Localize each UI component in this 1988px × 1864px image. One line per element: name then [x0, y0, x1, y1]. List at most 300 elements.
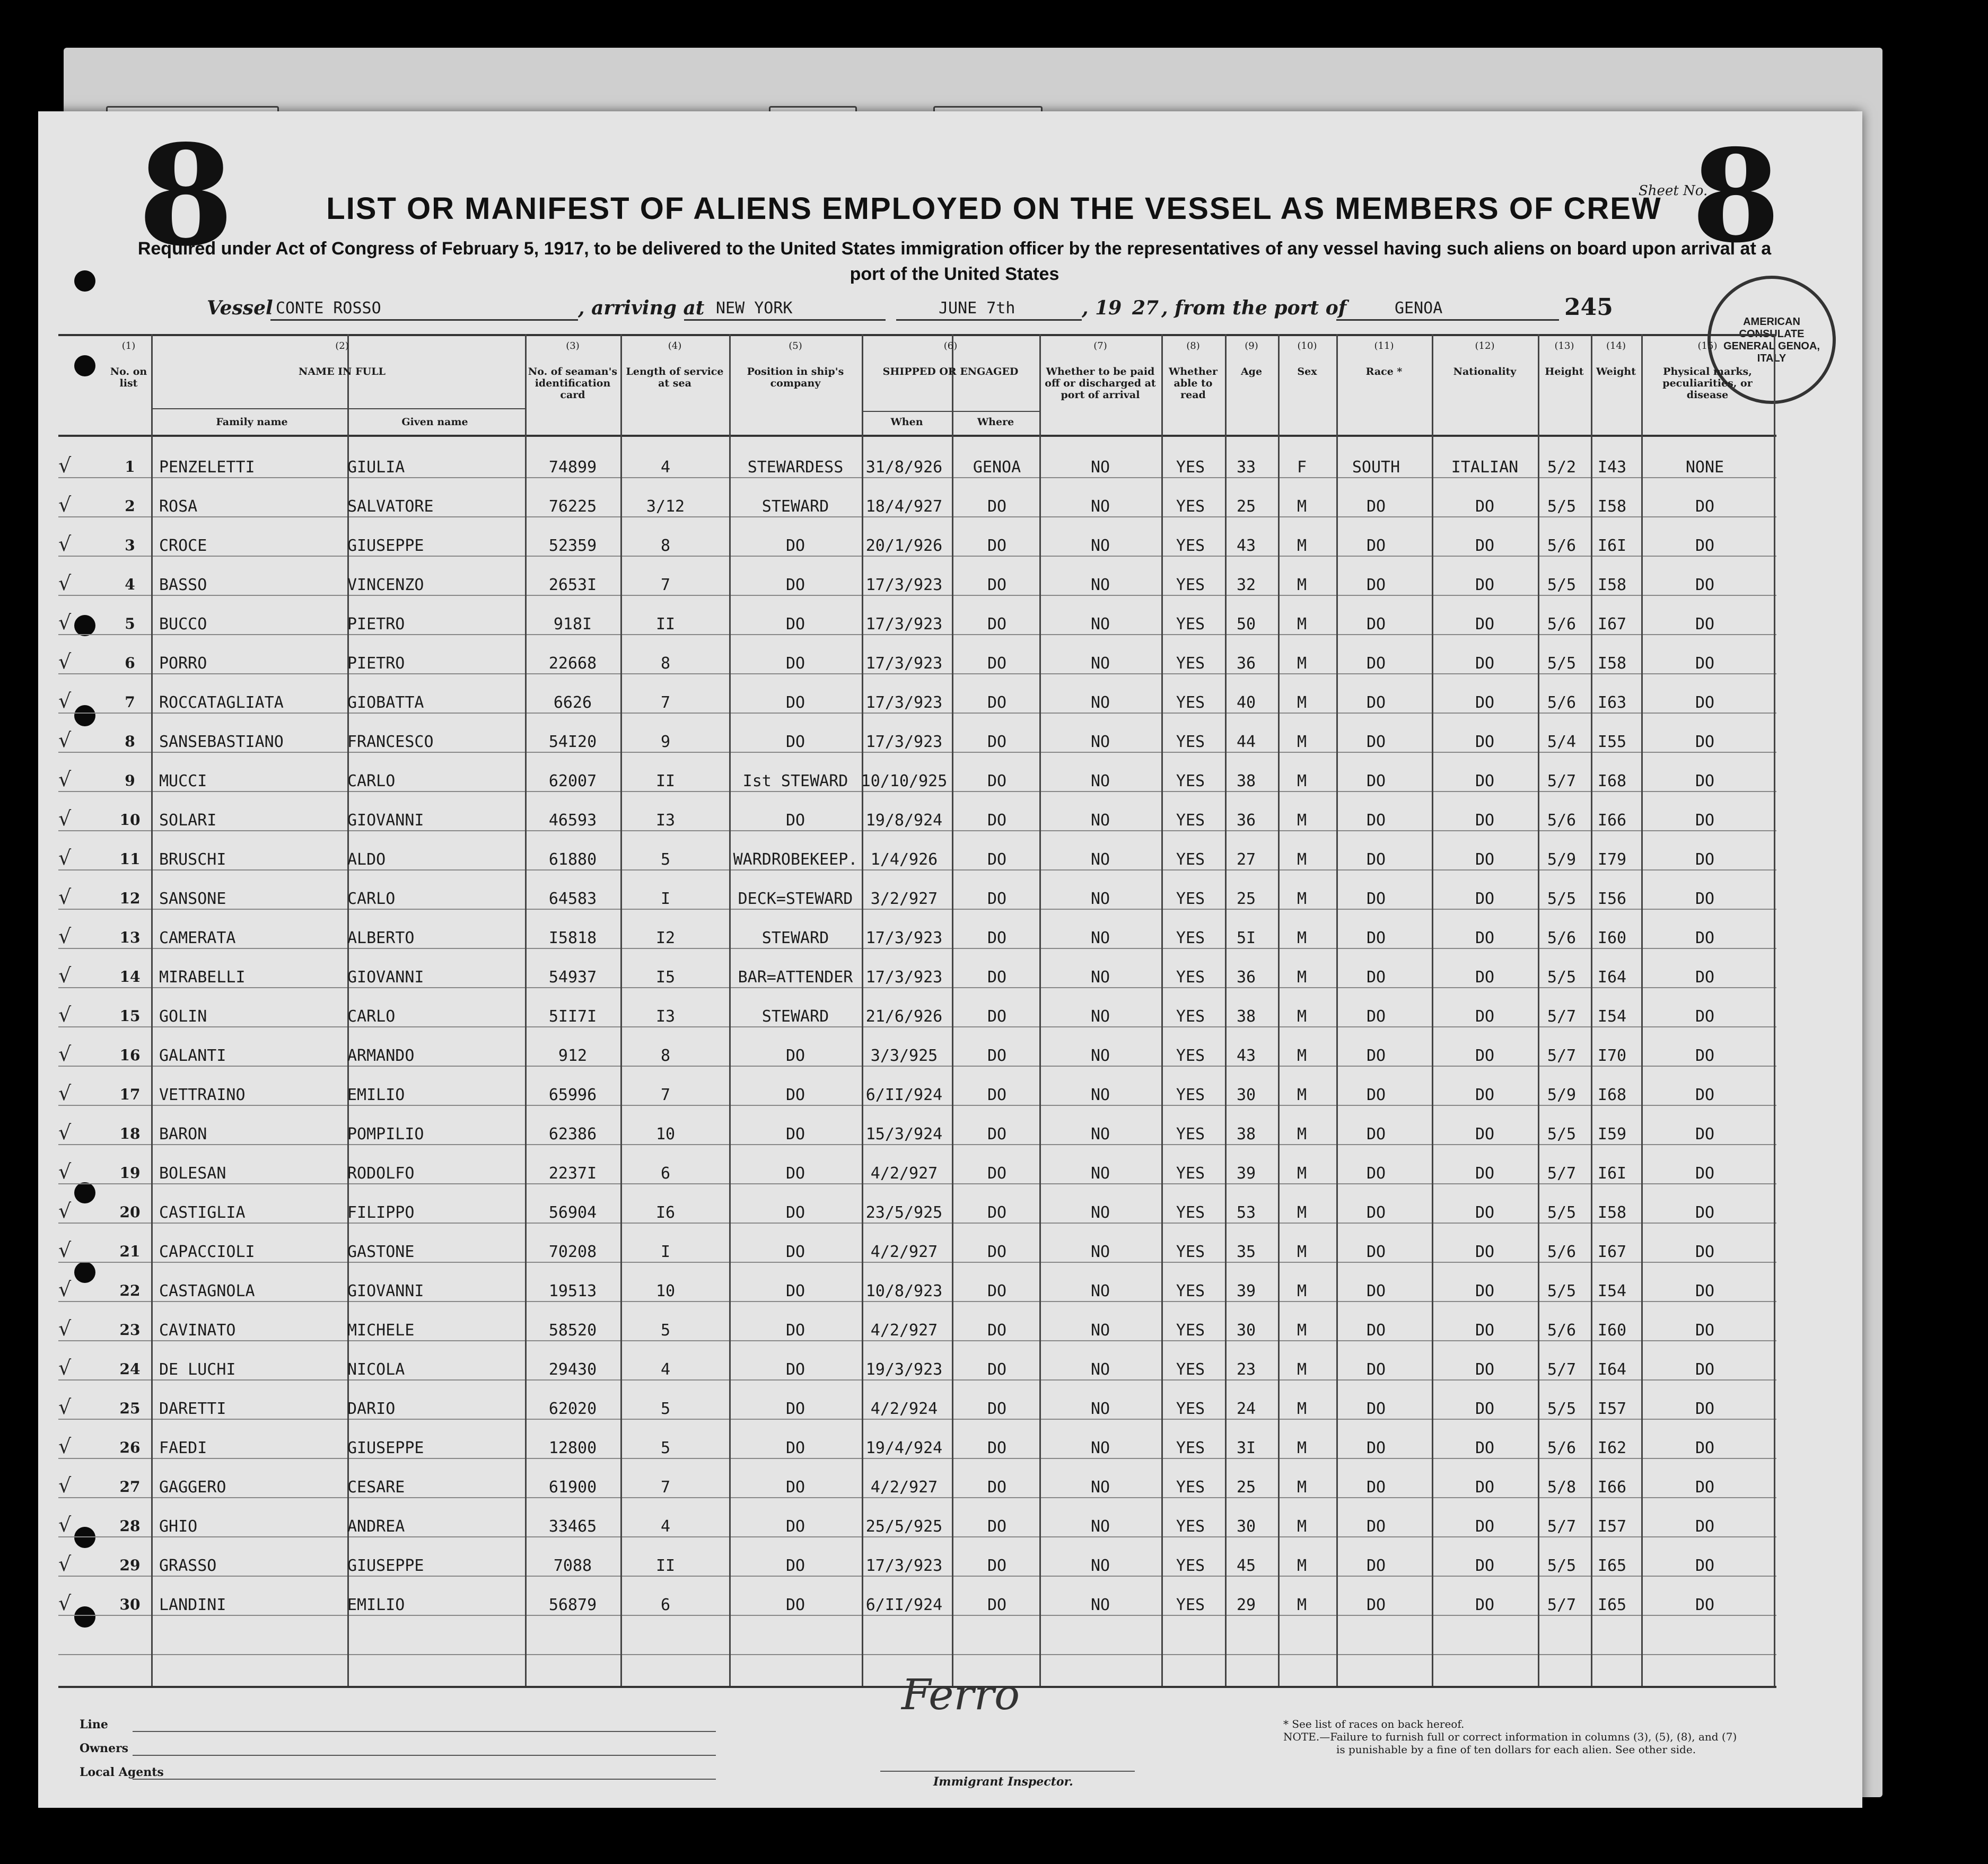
- cell-service: 8: [660, 537, 671, 555]
- cell-marks: DO: [1695, 1164, 1715, 1183]
- cell-marks: DO: [1695, 1282, 1715, 1300]
- cell-paid: NO: [1090, 1517, 1110, 1536]
- cell-no: 16: [119, 1047, 141, 1064]
- cell-read: YES: [1176, 654, 1205, 673]
- cell-family: ROSA: [159, 497, 198, 516]
- column-number: (1): [121, 340, 136, 351]
- cell-no: 18: [119, 1125, 141, 1142]
- cell-given: CARLO: [347, 890, 396, 908]
- cell-given: FILIPPO: [347, 1203, 415, 1222]
- cell-position: DO: [785, 693, 805, 712]
- cell-service: 3/12: [646, 497, 685, 516]
- cell-race: DO: [1366, 772, 1386, 790]
- cell-weight: I67: [1597, 1243, 1627, 1261]
- cell-no: 7: [125, 693, 135, 711]
- cell-where: DO: [987, 654, 1007, 673]
- column-subhead: Where: [977, 416, 1014, 428]
- column-label: No. of seaman's identification card: [528, 366, 618, 401]
- cell-family: GRASSO: [159, 1557, 217, 1575]
- name-subhead-rule: [151, 408, 525, 409]
- cell-read: YES: [1176, 537, 1205, 555]
- column-number: (12): [1475, 340, 1495, 351]
- cell-race: DO: [1366, 537, 1386, 555]
- cell-given: ALBERTO: [347, 929, 415, 947]
- column-label: Physical marks, peculiarities, or disease: [1662, 366, 1753, 401]
- column-subhead: Given name: [401, 416, 468, 428]
- cell-position: DO: [785, 1321, 805, 1340]
- cell-paid: NO: [1090, 772, 1110, 790]
- column-number: (8): [1186, 340, 1200, 351]
- cell-weight: I56: [1597, 890, 1627, 908]
- cell-weight: I60: [1597, 1321, 1627, 1340]
- cell-read: YES: [1176, 1007, 1205, 1026]
- cell-read: YES: [1176, 1360, 1205, 1379]
- cell-where: DO: [987, 615, 1007, 634]
- cell-where: DO: [987, 1282, 1007, 1300]
- table-row: [0, 1238, 1988, 1280]
- cell-height: 5/7: [1547, 1007, 1577, 1026]
- cell-read: YES: [1176, 811, 1205, 830]
- cell-read: YES: [1176, 772, 1205, 790]
- cell-race: DO: [1366, 576, 1386, 594]
- cell-no: 23: [119, 1321, 141, 1339]
- cell-family: ROCCATAGLIATA: [159, 693, 284, 712]
- table-row: [0, 966, 1988, 1005]
- cell-race: DO: [1366, 1243, 1386, 1261]
- column-number: (14): [1606, 340, 1626, 351]
- punch-hole: [74, 355, 95, 376]
- cell-no: 4: [125, 576, 135, 593]
- cell-when: 4/2/927: [870, 1478, 938, 1497]
- cell-when: 3/3/925: [870, 1047, 938, 1065]
- cell-marks: DO: [1695, 1125, 1715, 1144]
- cell-marks: DO: [1695, 537, 1715, 555]
- cell-where: DO: [987, 1557, 1007, 1575]
- cell-nat: DO: [1475, 537, 1495, 555]
- sheet-no-label: Sheet No.: [1639, 183, 1708, 199]
- cell-card: 56879: [548, 1596, 597, 1614]
- cell-card: 56904: [548, 1203, 597, 1222]
- table-row: [0, 1084, 1988, 1123]
- cell-sex: M: [1297, 615, 1307, 634]
- cell-given: CESARE: [347, 1478, 405, 1497]
- cell-service: 4: [660, 1360, 671, 1379]
- cell-marks: DO: [1695, 1321, 1715, 1340]
- cell-no: 26: [119, 1439, 141, 1456]
- cell-age: 5I: [1236, 929, 1256, 947]
- cell-when: 4/2/927: [870, 1243, 938, 1261]
- cell-paid: NO: [1090, 850, 1110, 869]
- cell-nat: DO: [1475, 1125, 1495, 1144]
- cell-read: YES: [1176, 1517, 1205, 1536]
- cell-read: YES: [1176, 1203, 1205, 1222]
- departure-port: GENOA: [1395, 299, 1443, 318]
- cell-sex: M: [1297, 1596, 1307, 1614]
- cell-nat: DO: [1475, 811, 1495, 830]
- cell-marks: DO: [1695, 693, 1715, 712]
- cell-position: DO: [785, 1439, 805, 1457]
- arrival-year: 27: [1132, 297, 1159, 319]
- check-mark-icon: √: [58, 1238, 72, 1262]
- cell-read: YES: [1176, 850, 1205, 869]
- cell-service: 5: [660, 850, 671, 869]
- check-mark-icon: √: [58, 964, 72, 987]
- cell-weight: I64: [1597, 1360, 1627, 1379]
- punch-hole: [74, 270, 95, 292]
- sheet-number-left: 8: [138, 115, 234, 277]
- cell-age: 40: [1236, 693, 1256, 712]
- cell-sex: M: [1297, 1203, 1307, 1222]
- cell-card: 46593: [548, 811, 597, 830]
- cell-nat: DO: [1475, 1203, 1495, 1222]
- cell-nat: DO: [1475, 654, 1495, 673]
- column-label: NAME IN FULL: [299, 366, 386, 377]
- cell-age: 53: [1236, 1203, 1256, 1222]
- fine-note-line-1: NOTE.—Failure to furnish full or correct information in columns (3), (5), (8), and (7): [1283, 1730, 1737, 1743]
- cell-sex: M: [1297, 497, 1307, 516]
- cell-marks: DO: [1695, 576, 1715, 594]
- cell-given: RODOLFO: [347, 1164, 415, 1183]
- cell-when: 1/4/926: [870, 850, 938, 869]
- cell-family: PENZELETTI: [159, 458, 255, 477]
- cell-weight: I6I: [1597, 1164, 1627, 1183]
- cell-family: PORRO: [159, 654, 207, 673]
- cell-sex: M: [1297, 1243, 1307, 1261]
- cell-position: DO: [785, 1125, 805, 1144]
- cell-service: 7: [660, 693, 671, 712]
- cell-marks: DO: [1695, 1557, 1715, 1575]
- cell-given: NICOLA: [347, 1360, 405, 1379]
- cell-race: DO: [1366, 693, 1386, 712]
- cell-sex: M: [1297, 576, 1307, 594]
- cell-where: DO: [987, 1243, 1007, 1261]
- column-number: (13): [1554, 340, 1574, 351]
- underline: [1336, 319, 1559, 321]
- cell-read: YES: [1176, 1164, 1205, 1183]
- cell-sex: M: [1297, 733, 1307, 751]
- cell-paid: NO: [1090, 1086, 1110, 1104]
- cell-race: DO: [1366, 1007, 1386, 1026]
- cell-height: 5/6: [1547, 537, 1577, 555]
- cell-given: EMILIO: [347, 1086, 405, 1104]
- cell-when: 17/3/923: [865, 929, 943, 947]
- header-top-rule: [58, 334, 1776, 336]
- cell-position: BAR=ATTENDER: [738, 968, 853, 987]
- column-label: Position in ship's company: [747, 366, 844, 389]
- cell-age: 43: [1236, 537, 1256, 555]
- cell-given: MICHELE: [347, 1321, 415, 1340]
- cell-family: BUCCO: [159, 615, 207, 634]
- cell-card: 6626: [553, 693, 592, 712]
- cell-no: 3: [125, 537, 135, 554]
- cell-given: ARMANDO: [347, 1047, 415, 1065]
- cell-marks: DO: [1695, 497, 1715, 516]
- line-field-rule: [133, 1731, 716, 1732]
- cell-height: 5/7: [1547, 1047, 1577, 1065]
- cell-race: DO: [1366, 1557, 1386, 1575]
- check-mark-icon: √: [58, 807, 72, 830]
- inspector-label: Immigrant Inspector.: [933, 1775, 1073, 1789]
- cell-given: PIETRO: [347, 615, 405, 634]
- cell-race: DO: [1366, 497, 1386, 516]
- cell-when: 17/3/923: [865, 1557, 943, 1575]
- cell-card: 12800: [548, 1439, 597, 1457]
- cell-given: CARLO: [347, 1007, 396, 1026]
- handwritten-number: 245: [1564, 294, 1613, 321]
- cell-sex: M: [1297, 1282, 1307, 1300]
- column-label: Race *: [1365, 366, 1403, 377]
- cell-sex: M: [1297, 1517, 1307, 1536]
- underline: [896, 319, 1082, 321]
- cell-service: 8: [660, 1047, 671, 1065]
- cell-where: DO: [987, 1321, 1007, 1340]
- cell-where: DO: [987, 1400, 1007, 1418]
- cell-position: DO: [785, 1243, 805, 1261]
- cell-age: 44: [1236, 733, 1256, 751]
- cell-position: DO: [785, 576, 805, 594]
- cell-when: 25/5/925: [865, 1517, 943, 1536]
- cell-height: 5/6: [1547, 1243, 1577, 1261]
- cell-paid: NO: [1090, 1125, 1110, 1144]
- cell-sex: M: [1297, 1125, 1307, 1144]
- cell-race: DO: [1366, 1596, 1386, 1614]
- cell-nat: DO: [1475, 1478, 1495, 1497]
- cell-family: CAVINATO: [159, 1321, 236, 1340]
- column-number: (5): [789, 340, 802, 351]
- cell-weight: I58: [1597, 497, 1627, 516]
- cell-read: YES: [1176, 1596, 1205, 1614]
- cell-height: 5/5: [1547, 1203, 1577, 1222]
- cell-card: 52359: [548, 537, 597, 555]
- cell-marks: DO: [1695, 1086, 1715, 1104]
- cell-no: 25: [119, 1400, 141, 1417]
- table-row: [0, 1162, 1988, 1201]
- cell-family: DARETTI: [159, 1400, 226, 1418]
- cell-when: 3/2/927: [870, 890, 938, 908]
- cell-position: DO: [785, 1164, 805, 1183]
- cell-given: GASTONE: [347, 1243, 415, 1261]
- cell-where: DO: [987, 890, 1007, 908]
- table-row: [0, 770, 1988, 809]
- cell-height: 5/7: [1547, 1596, 1577, 1614]
- cell-age: 35: [1236, 1243, 1256, 1261]
- cell-no: 21: [119, 1243, 141, 1260]
- table-row: [0, 887, 1988, 927]
- cell-service: 5: [660, 1321, 671, 1340]
- table-row: [0, 571, 1988, 613]
- cell-height: 5/5: [1547, 576, 1577, 594]
- cell-weight: I64: [1597, 968, 1627, 987]
- cell-age: 33: [1236, 458, 1256, 477]
- cell-service: 6: [660, 1596, 671, 1614]
- cell-height: 5/6: [1547, 693, 1577, 712]
- cell-when: 19/4/924: [865, 1439, 943, 1457]
- cell-weight: I67: [1597, 615, 1627, 634]
- cell-sex: M: [1297, 811, 1307, 830]
- cell-family: GALANTI: [159, 1047, 226, 1065]
- cell-no: 5: [125, 615, 135, 632]
- column-subhead: When: [890, 416, 923, 428]
- cell-sex: M: [1297, 772, 1307, 790]
- cell-race: DO: [1366, 1360, 1386, 1379]
- cell-card: 33465: [548, 1517, 597, 1536]
- cell-marks: DO: [1695, 733, 1715, 751]
- column-subhead: Family name: [216, 416, 288, 428]
- cell-given: PIETRO: [347, 654, 405, 673]
- cell-no: 2: [125, 497, 135, 515]
- cell-paid: NO: [1090, 576, 1110, 594]
- cell-read: YES: [1176, 890, 1205, 908]
- cell-service: 7: [660, 576, 671, 594]
- line-label: Line: [80, 1718, 108, 1731]
- check-mark-icon: √: [58, 650, 72, 673]
- cell-where: DO: [987, 1007, 1007, 1026]
- cell-when: 31/8/926: [865, 458, 943, 477]
- cell-nat: DO: [1475, 1086, 1495, 1104]
- underline: [684, 319, 886, 321]
- cell-race: DO: [1366, 811, 1386, 830]
- cell-when: 4/2/927: [870, 1321, 938, 1340]
- cell-read: YES: [1176, 1047, 1205, 1065]
- cell-sex: M: [1297, 1557, 1307, 1575]
- cell-weight: I6I: [1597, 537, 1627, 555]
- cell-given: FRANCESCO: [347, 733, 434, 751]
- check-mark-icon: √: [58, 689, 72, 713]
- cell-age: 25: [1236, 1478, 1256, 1497]
- cell-marks: DO: [1695, 615, 1715, 634]
- cell-no: 27: [119, 1478, 141, 1496]
- cell-age: 38: [1236, 1007, 1256, 1026]
- owners-field-rule: [133, 1755, 716, 1756]
- cell-age: 45: [1236, 1557, 1256, 1575]
- cell-service: I: [660, 1243, 671, 1261]
- cell-sex: M: [1297, 693, 1307, 712]
- column-label: Whether to be paid off or discharged at port of arrival: [1045, 366, 1156, 401]
- cell-service: I5: [655, 968, 676, 987]
- cell-when: 20/1/926: [865, 537, 943, 555]
- cell-family: GAGGERO: [159, 1478, 226, 1497]
- cell-race: DO: [1366, 850, 1386, 869]
- cell-position: DO: [785, 811, 805, 830]
- cell-when: 17/3/923: [865, 968, 943, 987]
- cell-sex: M: [1297, 850, 1307, 869]
- cell-where: DO: [987, 1125, 1007, 1144]
- vessel-info-line: [207, 294, 1798, 329]
- cell-weight: I66: [1597, 1478, 1627, 1497]
- cell-when: 19/3/923: [865, 1360, 943, 1379]
- vessel-label: Vessel: [207, 297, 273, 319]
- check-mark-icon: √: [58, 1395, 72, 1419]
- check-mark-icon: √: [58, 454, 72, 477]
- cell-weight: I66: [1597, 811, 1627, 830]
- cell-read: YES: [1176, 1557, 1205, 1575]
- fine-note-line-2: is punishable by a fine of ten dollars for each alien. See other side.: [1336, 1743, 1696, 1756]
- cell-paid: NO: [1090, 1164, 1110, 1183]
- cell-where: DO: [987, 1203, 1007, 1222]
- check-mark-icon: √: [58, 768, 72, 791]
- cell-weight: I57: [1597, 1400, 1627, 1418]
- cell-position: Ist STEWARD: [742, 772, 848, 790]
- cell-when: 17/3/923: [865, 615, 943, 634]
- check-mark-icon: √: [58, 1474, 72, 1497]
- cell-service: 7: [660, 1478, 671, 1497]
- cell-sex: M: [1297, 1321, 1307, 1340]
- shipped-subhead-rule: [862, 411, 1039, 412]
- cell-nat: DO: [1475, 1243, 1495, 1261]
- cell-no: 14: [119, 968, 141, 986]
- cell-race: DO: [1366, 1164, 1386, 1183]
- cell-race: DO: [1366, 929, 1386, 947]
- cell-no: 8: [125, 733, 135, 750]
- from-port-label: , from the port of: [1161, 297, 1347, 319]
- cell-where: DO: [987, 1164, 1007, 1183]
- cell-height: 5/6: [1547, 615, 1577, 634]
- cell-card: 7088: [553, 1557, 592, 1575]
- cell-sex: M: [1297, 537, 1307, 555]
- cell-age: 50: [1236, 615, 1256, 634]
- cell-card: 5II7I: [548, 1007, 597, 1026]
- cell-position: DO: [785, 1360, 805, 1379]
- cell-given: GIUSEPPE: [347, 537, 424, 555]
- cell-nat: DO: [1475, 576, 1495, 594]
- cell-position: STEWARD: [761, 929, 829, 947]
- cell-nat: DO: [1475, 733, 1495, 751]
- cell-nat: DO: [1475, 497, 1495, 516]
- cell-card: 76225: [548, 497, 597, 516]
- cell-paid: NO: [1090, 1439, 1110, 1457]
- cell-family: CASTAGNOLA: [159, 1282, 255, 1300]
- cell-service: 5: [660, 1439, 671, 1457]
- cell-race: DO: [1366, 733, 1386, 751]
- cell-where: DO: [987, 1360, 1007, 1379]
- cell-no: 30: [119, 1596, 141, 1613]
- cell-marks: DO: [1695, 1047, 1715, 1065]
- column-label: Nationality: [1453, 366, 1517, 377]
- column-label: Height: [1545, 366, 1584, 377]
- races-note: * See list of races on back hereof.: [1283, 1718, 1465, 1730]
- stamp-text: AMERICAN CONSULATE GENERAL GENOA, ITALY: [1723, 316, 1820, 364]
- cell-marks: DO: [1695, 772, 1715, 790]
- cell-age: 3I: [1236, 1439, 1256, 1457]
- table-row: [0, 927, 1988, 966]
- cell-service: I3: [655, 811, 676, 830]
- cell-when: 4/2/927: [870, 1164, 938, 1183]
- table-row: [0, 1358, 1988, 1397]
- arriving-label: , arriving at: [578, 297, 705, 319]
- cell-card: 58520: [548, 1321, 597, 1340]
- cell-given: GIOVANNI: [347, 811, 424, 830]
- cell-where: DO: [987, 576, 1007, 594]
- cell-read: YES: [1176, 968, 1205, 987]
- cell-position: DO: [785, 1478, 805, 1497]
- cell-card: 62020: [548, 1400, 597, 1418]
- cell-position: DO: [785, 1596, 805, 1614]
- cell-race: DO: [1366, 1400, 1386, 1418]
- cell-race: DO: [1366, 968, 1386, 987]
- cell-sex: M: [1297, 968, 1307, 987]
- cell-weight: I62: [1597, 1439, 1627, 1457]
- cell-service: II: [655, 615, 676, 634]
- check-mark-icon: √: [58, 1435, 72, 1458]
- cell-service: 4: [660, 458, 671, 477]
- cell-marks: DO: [1695, 1439, 1715, 1457]
- cell-weight: I57: [1597, 1517, 1627, 1536]
- cell-paid: NO: [1090, 1557, 1110, 1575]
- cell-nat: DO: [1475, 1164, 1495, 1183]
- cell-card: I5818: [548, 929, 597, 947]
- cell-where: DO: [987, 1517, 1007, 1536]
- cell-family: CAPACCIOLI: [159, 1243, 255, 1261]
